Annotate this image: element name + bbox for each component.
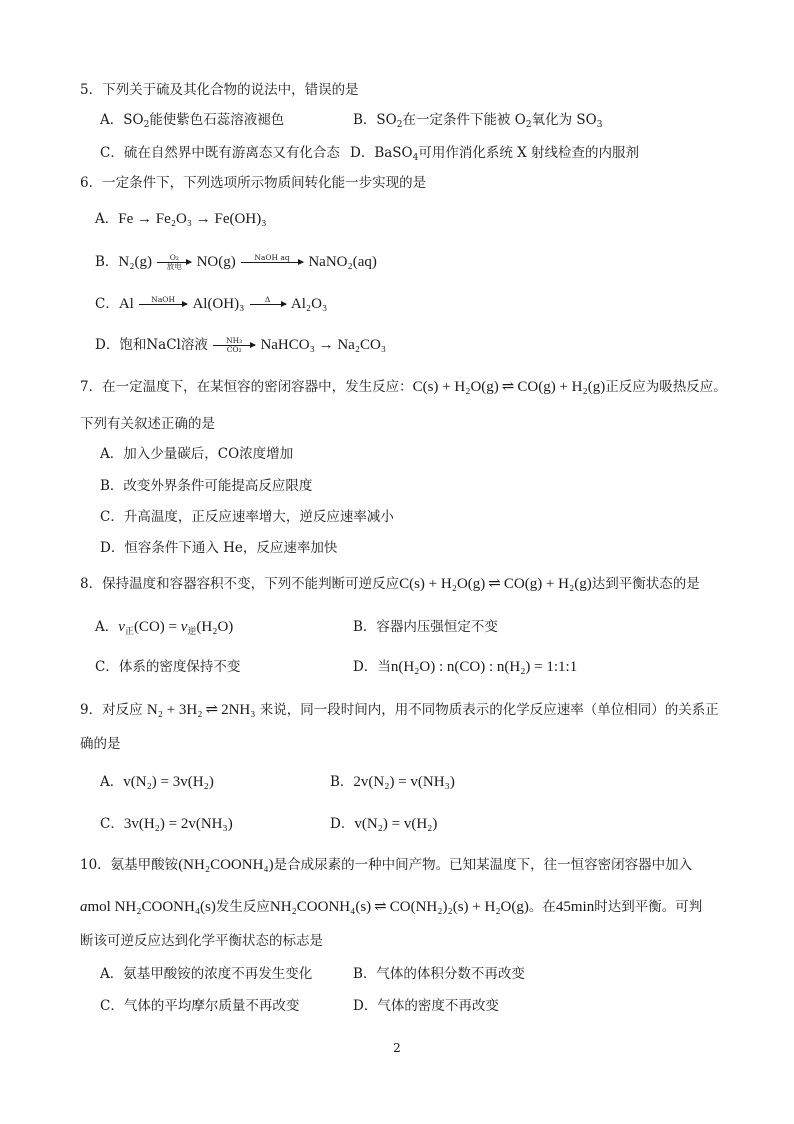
q7-option-b: B．改变外界条件可能提高反应限度 xyxy=(100,478,313,494)
q7-stem-2: 下列有关叙述正确的是 xyxy=(80,416,215,432)
q6b-arrow-2: NaOH aq xyxy=(241,254,303,271)
q7-stem: 7．在一定温度下，在某恒容的密闭容器中，发生反应：C(s) + H₂O(g) ⇌ CO(g) + H₂(g)正反应为吸热反应。 xyxy=(80,377,727,395)
page-number: 2 xyxy=(393,1041,401,1055)
q9-equilibrium-arrow: ⇌ xyxy=(205,700,219,718)
q8-option-c: C．体系的密度保持不变 xyxy=(95,659,241,675)
q9-option-d: D．v(N₂) = v(H₂) xyxy=(330,816,438,832)
q8-option-d: D．当n(H₂O) : n(CO) : n(H₂) = 1:1:1 xyxy=(353,659,578,675)
q10-equilibrium-arrow: ⇌ xyxy=(374,897,387,915)
q9-option-b: B．2v(N₂) = v(NH₃) xyxy=(330,774,455,790)
q10-option-d: D．气体的密度不再改变 xyxy=(353,998,499,1014)
q5-option-d: D．BaSO$_4$可用作消化系统 X 射线检查的内服剂 xyxy=(350,145,640,163)
q6-stem: 6．一定条件下，下列选项所示物质间转化能一步实现的是 xyxy=(80,175,427,191)
q6-option-d: D．饱和NaCl溶液 $\frac{\text{NH₃}}{\text{CO₂}}$ NaHCO₃ → Na₂CO₃ xyxy=(95,336,387,354)
q9-stem: 9．对反应 N₂ + 3H₂ ⇌ 2NH₃ 来说，同一段时间内，用不同物质表示的化学反应速率（单位相同）的关系正 xyxy=(80,700,719,718)
q6d-arrow-1: $\frac{\text{NH₃}}{\text{CO₂}}$ xyxy=(213,337,255,354)
q7-option-a: A．加入少量碳后，CO浓度增加 xyxy=(100,446,294,462)
q5-option-a: A．$SO_2$能使紫色石蕊溶液褪色 xyxy=(100,112,285,130)
q6-option-a: A．Fe → Fe₂O₃ → Fe(OH)₃ xyxy=(95,211,267,227)
q10-option-c: C．气体的平均摩尔质量不再改变 xyxy=(100,998,300,1014)
q9-stem-2: 确的是 xyxy=(80,736,121,752)
q5-option-c: C．硫在自然界中既有游离态又有化合态 xyxy=(100,145,340,161)
q6c-arrow-1: NaOH xyxy=(139,296,187,313)
q6-option-c: C．Al NaOH Al(OH)₃ Δ Al₂O₃ xyxy=(95,295,328,312)
q8-option-a: A．$v_正(CO) = v_逆(H_2O)$ xyxy=(95,619,234,637)
q7-equilibrium-arrow: ⇌ xyxy=(501,377,515,395)
q10-stem-2: amol NH₂COONH₄(s)发生反应NH₂COONH₄(s) ⇌ CO(NH₂)₂(s) + H₂O(g)。在45min时达到平衡。可判 xyxy=(80,897,703,915)
q9-option-c: C．3v(H₂) = 2v(NH₃) xyxy=(100,816,233,832)
q7-option-d: D．恒容条件下通入 He，反应速率加快 xyxy=(100,540,338,556)
q10-stem-3: 断该可逆反应达到化学平衡状态的标志是 xyxy=(80,933,323,949)
q5-stem: 5．下列关于硫及其化合物的说法中，错误的是 xyxy=(80,82,359,98)
q9-option-a: A．v(N₂) = 3v(H₂) xyxy=(100,774,214,790)
q8-stem: 8．保持温度和容器容积不变，下列不能判断可逆反应C(s) + H₂O(g) ⇌ CO(g) + H₂(g)达到平衡状态的是 xyxy=(80,574,700,592)
q10-option-b: B．气体的体积分数不再改变 xyxy=(353,966,525,982)
q6b-arrow-1: O₂ 放电 xyxy=(157,254,191,271)
q6c-arrow-2: Δ xyxy=(250,296,286,313)
q5-option-b: B．$SO_2$在一定条件下能被 $O_2$氧化为 $SO_3$ xyxy=(353,112,603,130)
q10-stem: 10．氨基甲酸铵(NH₂COONH₄)是合成尿素的一种中间产物。已知某温度下，往一恒容密闭容器中加入 xyxy=(80,857,693,873)
q6-option-b: B．N₂(g) O₂ 放电 NO(g) NaOH aq NaNO₂(aq) xyxy=(95,253,377,271)
q10-option-a: A．氨基甲酸铵的浓度不再发生变化 xyxy=(100,966,313,982)
q8-option-b: B．容器内压强恒定不变 xyxy=(353,619,498,635)
q8-equilibrium-arrow: ⇌ xyxy=(488,574,501,592)
q7-option-c: C．升高温度，正反应速率增大，逆反应速率减小 xyxy=(100,509,394,525)
